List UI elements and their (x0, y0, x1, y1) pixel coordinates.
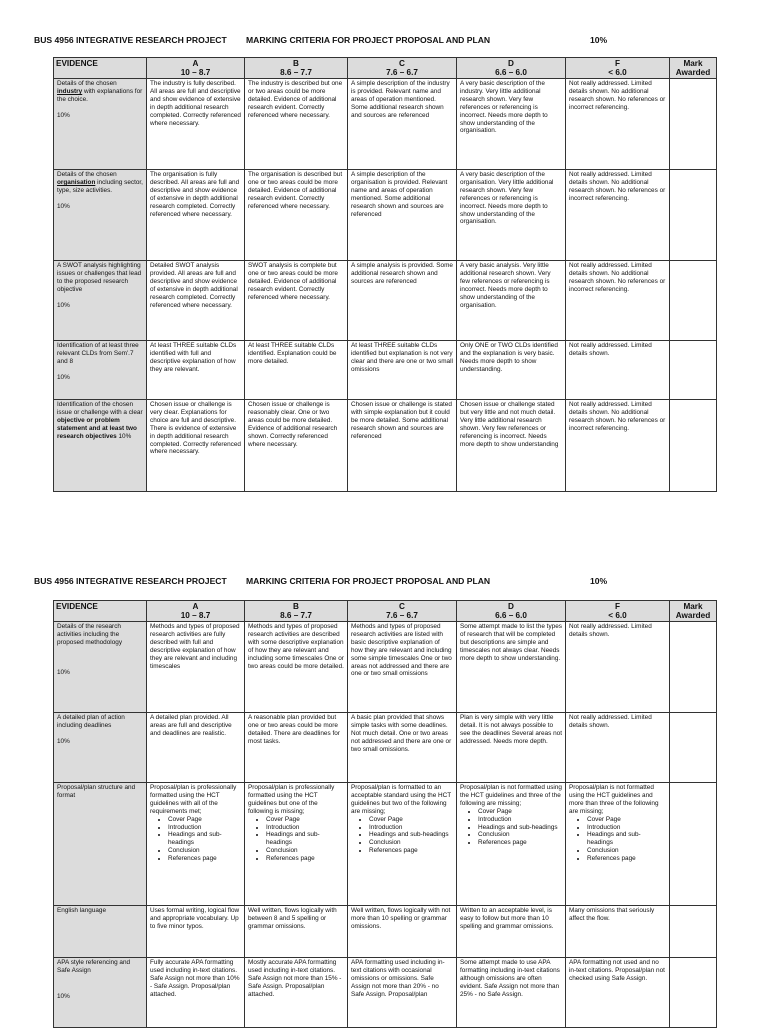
grade-d-header: D 6.6 – 6.0 (457, 601, 566, 622)
grade-f-cell: Not really addressed. Limited details shown. (566, 341, 670, 400)
mark-awarded-cell[interactable] (670, 261, 717, 341)
table-row (54, 170, 717, 261)
grade-d-header: D 6.6 – 6.0 (457, 58, 566, 79)
table-header-row (54, 58, 717, 79)
grade-a-cell: A detailed plan provided. All areas are full and descriptive and deadlines are realistic. (147, 713, 245, 783)
grade-a-header: A 10 – 8.7 (147, 58, 245, 79)
grade-f-cell: Not really addressed. Limited details shown. No additional research shown. No references or incorrect referencing. (566, 261, 670, 341)
grade-b-cell: SWOT analysis is complete but one or two areas could be more detailed. Evidence of additional research evident. Correctly referenced where necessary. (245, 261, 348, 341)
marking-table-2 (53, 600, 717, 1028)
mark-awarded-cell[interactable] (670, 170, 717, 261)
evidence-cell: Proposal/plan structure and format (54, 783, 147, 906)
table-row (54, 261, 717, 341)
requirements-list: • Cover Page • Introduction • Headings and sub-headings • Conclusion • References page (150, 816, 241, 863)
table-row (54, 79, 717, 170)
grade-a-cell: At least THREE suitable CLDs identified with full and descriptive explanation of how they are relevant. (147, 341, 245, 400)
grade-d-cell: Written to an acceptable level, is easy to follow but more than 10 spelling and grammar omissions. (457, 906, 566, 958)
evidence-cell: Details of the chosen industry with explanations for the choice. 10% (54, 79, 147, 170)
grade-c-header: C 7.6 – 6.7 (348, 58, 457, 79)
evidence-header: EVIDENCE (54, 58, 147, 79)
grade-f-cell: Not really addressed. Limited details shown. (566, 622, 670, 713)
grade-f-cell: Not really addressed. Limited details shown. No additional research shown. No references or incorrect referencing. (566, 170, 670, 261)
grade-b-cell: The industry is described but one or two areas could be more detailed. Evidence of additional research evident. Correctly referenced where necessary. (245, 79, 348, 170)
grade-a-cell: Proposal/plan is professionally formatted using the HCT guidelines with all of the requirements met; • Cover Page • Introduction • Headings and sub-headings • Conclusion • References page (147, 783, 245, 906)
grade-f-cell: APA formatting not used and no in-text citations. Proposal/plan not checked using Safe Assign. (566, 958, 670, 1028)
weight-label: 10% (590, 576, 608, 586)
grade-f-header: F < 6.0 (566, 601, 670, 622)
grade-d-cell: Chosen issue or challenge stated but very little and not much detail. Very little additional research shown. Very few references or referencing is incorrect. Needs more depth to show understanding (457, 400, 566, 492)
grade-f-cell: Not really addressed. Limited details shown. No additional research shown. No references or incorrect referencing. (566, 400, 670, 492)
evidence-cell: Details of the chosen organisation including sector, type, size activities. 10% (54, 170, 147, 261)
mark-awarded-cell[interactable] (670, 400, 717, 492)
evidence-header: EVIDENCE (54, 601, 147, 622)
grade-d-cell: Proposal/plan is not formatted using the HCT guidelines and three of the following are missing; • Cover Page • Introduction • Headings and sub-headings • Conclusion • References page (457, 783, 566, 906)
grade-b-cell: A reasonable plan provided but one or two areas could be more detailed. There are deadlines for most tasks. (245, 713, 348, 783)
table-row (54, 713, 717, 783)
requirements-list: • Cover Page • Introduction • Headings and sub-headings • Conclusion • References page (460, 808, 562, 848)
mark-awarded-cell[interactable] (670, 622, 717, 713)
evidence-cell: Details of the research activities including the proposed methodology 10% (54, 622, 147, 713)
grade-b-cell: Well written, flows logically with between 8 and 5 spelling or grammar omissions. (245, 906, 348, 958)
grade-f-cell: Proposal/plan is not formatted using the HCT guidelines and more than three of the following are missing; • Cover Page • Introduction • Headings and sub-headings • Conclusion • References page (566, 783, 670, 906)
requirements-list: • Cover Page • Introduction • Headings and sub-headings • Conclusion • References page (248, 816, 344, 863)
evidence-cell: English language (54, 906, 147, 958)
course-title: BUS 4956 INTEGRATIVE RESEARCH PROJECT (34, 35, 227, 45)
grade-c-cell: Chosen issue or challenge is stated with simple explanation but it could be more detailed. Some additional research shown and sources are referenced (348, 400, 457, 492)
requirements-list: • Cover Page • Introduction • Headings and sub-headings • Conclusion • References page (569, 816, 666, 863)
grade-c-cell: A simple description of the industry is provided. Relevant name and areas of operation mentioned. Some additional research shown and sources are referenced (348, 79, 457, 170)
grade-c-header: C 7.6 – 6.7 (348, 601, 457, 622)
grade-c-cell: Well written, flows logically with not more than 10 spelling or grammar omissions. (348, 906, 457, 958)
evidence-cell: A SWOT analysis highlighting issues or challenges that lead to the proposed research objective 10% (54, 261, 147, 341)
evidence-cell: Identification of the chosen issue or challenge with a clear objective or problem statement and at least two research objectives 10% (54, 400, 147, 492)
grade-b-cell: At least THREE suitable CLDs identified. Explanation could be more detailed. (245, 341, 348, 400)
grade-a-cell: The organisation is fully described. All areas are full and descriptive and show evidence of extensive in depth additional research completed. Correctly referenced where necessary. (147, 170, 245, 261)
grade-a-cell: Chosen issue or challenge is very clear. Explanations for choice are full and descriptive. There is evidence of extensive in depth additional research completed. Correctly referenced where necessary. (147, 400, 245, 492)
table-header-row (54, 601, 717, 622)
grade-c-cell: APA formatting used including in-text citations with occasional omissions or omissions. Safe Assign not more than 20% - no Safe Assign. Proposal/plan (348, 958, 457, 1028)
table-row (54, 400, 717, 492)
mark-awarded-cell[interactable] (670, 79, 717, 170)
mark-awarded-cell[interactable] (670, 958, 717, 1028)
grade-d-cell: Some attempt made to list the types of research that will be completed but descriptions are simple and timescales not always clear. Needs more depth to show understanding. (457, 622, 566, 713)
weight-label: 10% (590, 35, 608, 45)
grade-a-cell: The industry is fully described. All areas are full and descriptive and show evidence of extensive in depth additional research completed. Correctly referenced where necessary. (147, 79, 245, 170)
course-title: BUS 4956 INTEGRATIVE RESEARCH PROJECT (34, 576, 227, 586)
mark-awarded-cell[interactable] (670, 713, 717, 783)
table-row (54, 958, 717, 1028)
mark-awarded-cell[interactable] (670, 341, 717, 400)
grade-c-cell: A simple analysis is provided. Some additional research shown and sources are referenced (348, 261, 457, 341)
grade-d-cell: A very basic description of the industry. Very little additional research shown. Very few references or referencing is incorrect. Needs more depth to show understanding of the organisation. (457, 79, 566, 170)
mark-awarded-header: Mark Awarded (670, 58, 717, 79)
marking-table-1 (53, 57, 717, 492)
grade-d-cell: A very basic analysis. Very little additional research shown. Very few references or referencing is incorrect. Needs more depth to show understanding of the organisation. (457, 261, 566, 341)
evidence-cell: Identification of at least three relevant CLDs from Sem'.7 and 8 10% (54, 341, 147, 400)
grade-a-cell: Uses formal writing, logical flow and appropriate vocabulary. Up to five minor typos. (147, 906, 245, 958)
mark-awarded-cell[interactable] (670, 906, 717, 958)
grade-b-header: B 8.6 – 7.7 (245, 58, 348, 79)
grade-d-cell: Some attempt made to use APA formatting including in-text citations although omissions are often evident. Safe Assign not more than 25% - no Safe Assign. (457, 958, 566, 1028)
grade-a-cell: Fully accurate APA formatting used including in-text citations. Safe Assign not more than 10% - Safe Assign. Proposal/plan attached. (147, 958, 245, 1028)
grade-c-cell: Methods and types of proposed research activities are listed with basic descriptive explanation of how they are relevant and including some simple timescales One or two areas not addressed and there are one or two small omissions (348, 622, 457, 713)
table-row (54, 906, 717, 958)
grade-f-cell: Not really addressed. Limited details shown. (566, 713, 670, 783)
grade-f-header: F < 6.0 (566, 58, 670, 79)
grade-d-cell: Only ONE or TWO CLDs identified and the explanation is very basic. Needs more depth to show understanding. (457, 341, 566, 400)
grade-b-cell: The organisation is described but one or two areas could be more detailed. Evidence of additional research evident. Correctly referenced where necessary. (245, 170, 348, 261)
grade-b-cell: Mostly accurate APA formatting used including in-text citations. Safe Assign not more than 15% - Safe Assign. Proposal/plan attached. (245, 958, 348, 1028)
table-row (54, 622, 717, 713)
grade-c-cell: Proposal/plan is formatted to an acceptable standard using the HCT guidelines but two of the following are missing; • Cover Page • Introduction • Headings and sub-headings • Conclusion • References page (348, 783, 457, 906)
grade-a-cell: Detailed SWOT analysis provided. All areas are full and descriptive and show evidence of extensive in depth additional research completed. Correctly referenced where necessary. (147, 261, 245, 341)
grade-f-cell: Not really addressed. Limited details shown. No additional research shown. No references or incorrect referencing. (566, 79, 670, 170)
grade-b-cell: Chosen issue or challenge is reasonably clear. One or two areas could be more detailed. Evidence of additional research shown. Correctly referenced where necessary. (245, 400, 348, 492)
evidence-cell: APA style referencing and Safe Assign 10% (54, 958, 147, 1028)
grade-c-cell: A simple description of the organisation is provided. Relevant name and areas of operation mentioned. Some additional research shown and sources are referenced (348, 170, 457, 261)
grade-b-header: B 8.6 – 7.7 (245, 601, 348, 622)
grade-d-cell: A very basic description of the organisation. Very little additional research shown. Very few references or referencing is incorrect. Needs more depth to show understanding of the organisation. (457, 170, 566, 261)
grade-a-cell: Methods and types of proposed research activities are fully described with full and descriptive explanation of how they are relevant and including timescales (147, 622, 245, 713)
grade-b-cell: Methods and types of proposed research activities are described with some descriptive explanation of how they are relevant and including some timescales One or two areas could be more detailed. (245, 622, 348, 713)
mark-awarded-cell[interactable] (670, 783, 717, 906)
table-row (54, 783, 717, 906)
evidence-cell: A detailed plan of action including deadlines 10% (54, 713, 147, 783)
criteria-title: MARKING CRITERIA FOR PROJECT PROPOSAL AND PLAN (246, 576, 491, 586)
grade-b-cell: Proposal/plan is professionally formatted using the HCT guidelines but one of the following is missing; • Cover Page • Introduction • Headings and sub-headings • Conclusion • References page (245, 783, 348, 906)
grade-c-cell: At least THREE suitable CLDs identified but explanation is not very clear and there are one or two small omissions (348, 341, 457, 400)
grade-d-cell: Plan is very simple with very little detail. It is not always possible to see the deadlines Several areas not addressed. Needs more depth. (457, 713, 566, 783)
grade-c-cell: A basic plan provided that shows simple tasks with some deadlines. Not much detail. One or two areas not addressed and there are one or two small omissions. (348, 713, 457, 783)
table-row (54, 341, 717, 400)
requirements-list: • Cover Page • Introduction • Headings and sub-headings • Conclusion • References page (351, 816, 453, 856)
mark-awarded-header: Mark Awarded (670, 601, 717, 622)
grade-f-cell: Many omissions that seriously affect the flow. (566, 906, 670, 958)
criteria-title: MARKING CRITERIA FOR PROJECT PROPOSAL AND PLAN (246, 35, 491, 45)
grade-a-header: A 10 – 8.7 (147, 601, 245, 622)
